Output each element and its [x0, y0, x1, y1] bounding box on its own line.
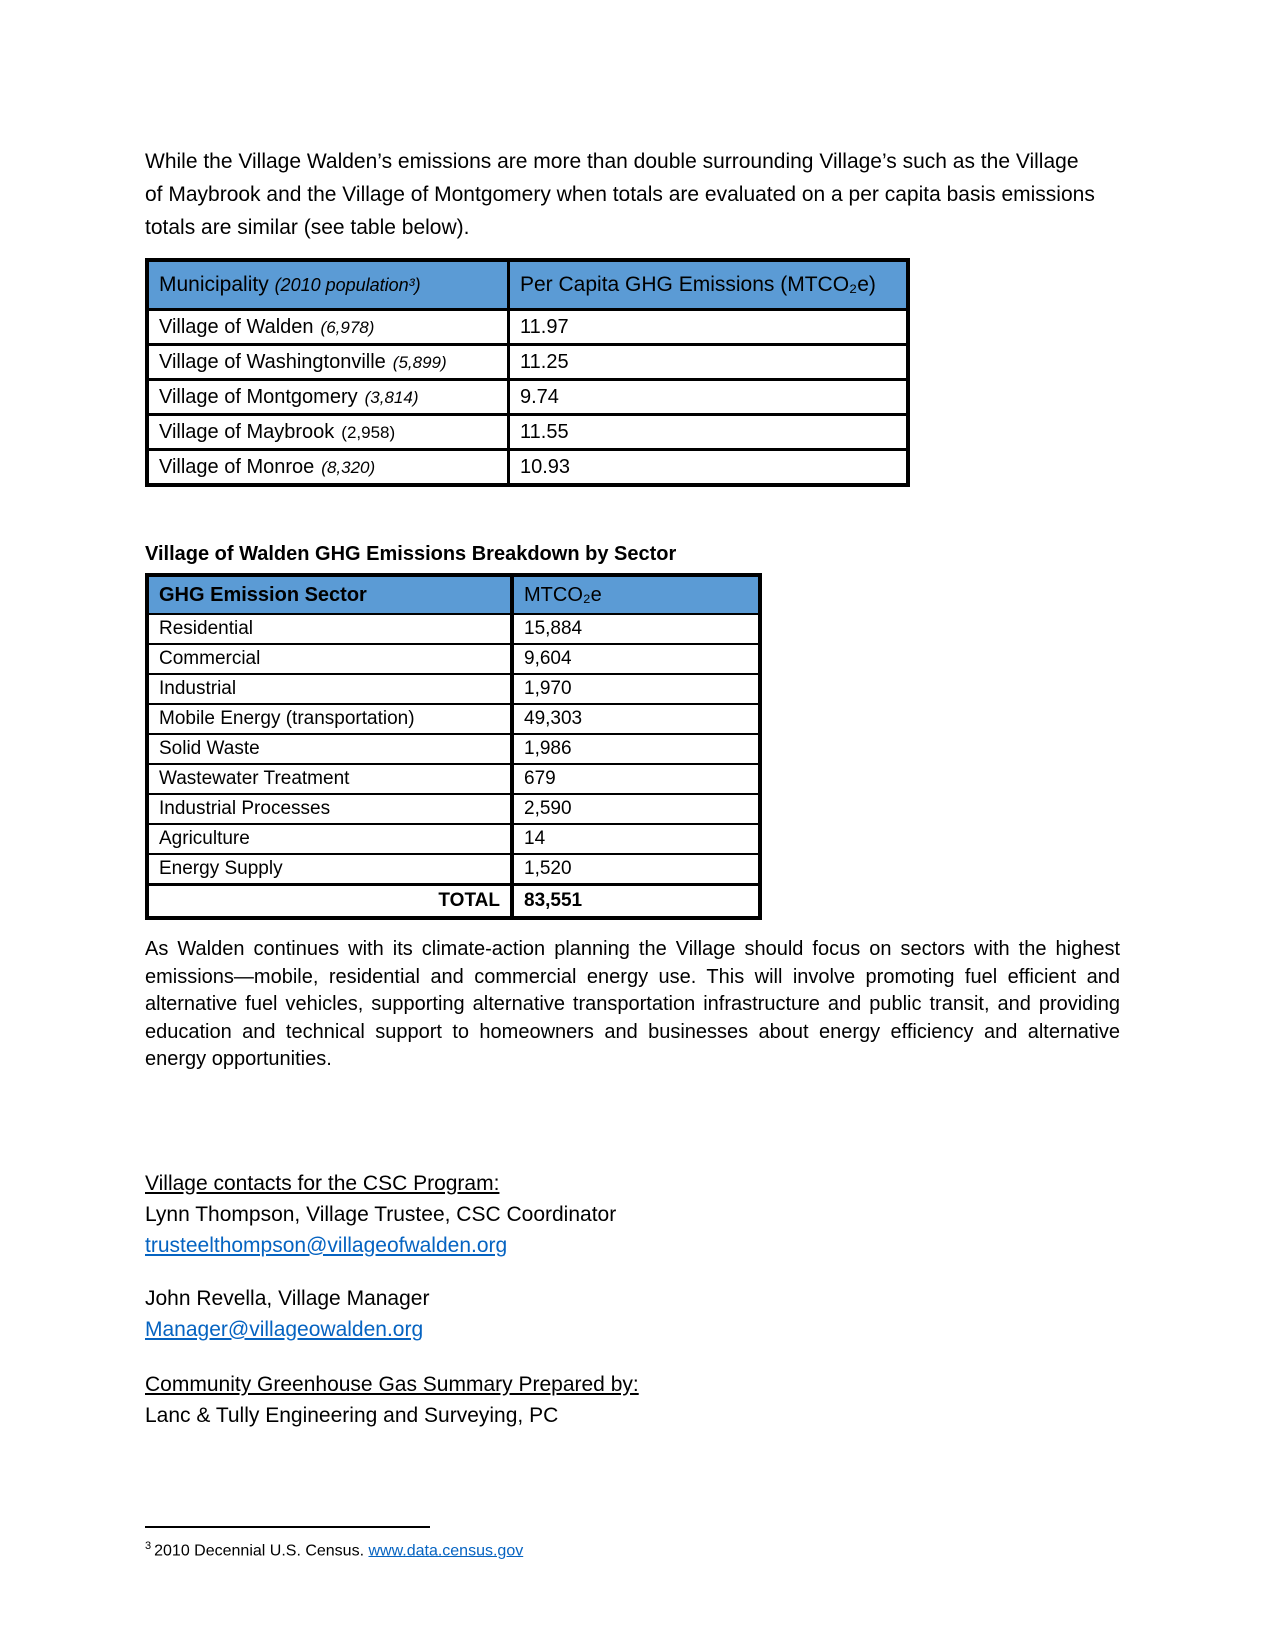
- sector-table-body: [147, 614, 760, 885]
- municipality-header-label: Municipality: [159, 273, 269, 296]
- sector-value-cell: 1,970: [512, 674, 760, 704]
- table-row: [147, 854, 760, 885]
- municipality-header-cell: [147, 260, 509, 310]
- intro-paragraph: While the Village Walden’s emissions are more than double surrounding Village’s such as the Village of Maybrook and the Village of Montgomery when totals are evaluated on a per capita basis emissions totals are similar (see table below).: [145, 150, 1095, 239]
- sector-value-cell: 679: [512, 764, 760, 794]
- sector-cell: Commercial: [147, 644, 512, 674]
- population-header-note: (2010 population³): [274, 275, 421, 295]
- per-capita-table-body: [147, 310, 908, 486]
- sector-cell: Agriculture: [147, 824, 512, 854]
- table-row: [147, 415, 908, 450]
- contact-email-line: [145, 1314, 1125, 1345]
- footnote-marker: 3: [145, 1539, 152, 1552]
- emissions-value-cell: 11.55: [509, 415, 909, 450]
- sector-table-heading: Village of Walden GHG Emissions Breakdown by Sector: [145, 543, 677, 565]
- footnote: [145, 1536, 1125, 1561]
- table-row: [147, 824, 760, 854]
- population-value: (5,899): [392, 352, 447, 372]
- municipality-name: Village of Maybrook: [159, 420, 335, 443]
- municipality-name: Village of Montgomery: [159, 385, 358, 408]
- footnote-section: [145, 1526, 1125, 1561]
- footnote-text: 2010 Decennial U.S. Census.: [154, 1541, 369, 1559]
- footnote-separator: [145, 1526, 430, 1528]
- municipality-cell: [147, 310, 509, 345]
- prepared-by-heading: Community Greenhouse Gas Summary Prepared by:: [145, 1372, 639, 1396]
- sector-value-cell: 2,590: [512, 794, 760, 824]
- emissions-value-cell: 10.93: [509, 450, 909, 486]
- table-row: [147, 310, 908, 345]
- sector-cell: Wastewater Treatment: [147, 764, 512, 794]
- table-row: [147, 614, 760, 644]
- municipality-cell: [147, 380, 509, 415]
- municipality-name: Village of Monroe: [159, 455, 315, 478]
- sector-header-cell: GHG Emission Sector: [147, 575, 512, 614]
- total-row: [147, 885, 760, 919]
- sector-value-cell: 15,884: [512, 614, 760, 644]
- table-row: [147, 794, 760, 824]
- total-value-cell: 83,551: [512, 885, 760, 919]
- sector-value-cell: 1,986: [512, 734, 760, 764]
- municipality-cell: [147, 415, 509, 450]
- per-capita-emissions-table: [145, 258, 910, 487]
- table-row: [147, 704, 760, 734]
- analysis-paragraph: As Walden continues with its climate-action planning the Village should focus on sectors with the highest emissions—mobile, residential and commercial energy use. This will involve promoting fuel efficient and alternative fuel vehicles, supporting alternative transportation infrastructure and public transit, and providing education and technical support to homeowners and businesses about energy efficiency and alternative energy opportunities.: [145, 938, 1120, 1070]
- population-value: (6,978): [320, 317, 375, 337]
- table-header-row: [147, 575, 760, 614]
- sector-cell: Energy Supply: [147, 854, 512, 885]
- prepared-by-name: Lanc & Tully Engineering and Surveying, PC: [145, 1403, 559, 1427]
- contact-name-title: Lynn Thompson, Village Trustee, CSC Coordinator: [145, 1202, 617, 1226]
- table-header-row: [147, 260, 908, 310]
- total-label-cell: TOTAL: [147, 885, 512, 919]
- email-link[interactable]: Manager@villageowalden.org: [145, 1317, 424, 1341]
- sector-cell: Industrial: [147, 674, 512, 704]
- sector-cell: Mobile Energy (transportation): [147, 704, 512, 734]
- table-row: [147, 764, 760, 794]
- sector-value-cell: 1,520: [512, 854, 760, 885]
- sector-cell: Solid Waste: [147, 734, 512, 764]
- contacts-section: [145, 1168, 1125, 1431]
- emissions-value-cell: 11.25: [509, 345, 909, 380]
- sector-emissions-table: [145, 573, 762, 920]
- emissions-value-cell: 11.97: [509, 310, 909, 345]
- municipality-name: Village of Washingtonville: [159, 350, 386, 373]
- contact-name-title: John Revella, Village Manager: [145, 1286, 430, 1310]
- emissions-value-cell: 9.74: [509, 380, 909, 415]
- population-value: (8,320): [321, 457, 376, 477]
- municipality-cell: [147, 345, 509, 380]
- sector-cell: Industrial Processes: [147, 794, 512, 824]
- sector-value-cell: 9,604: [512, 644, 760, 674]
- table-row: [147, 380, 908, 415]
- table-row: [147, 644, 760, 674]
- sector-value-cell: 14: [512, 824, 760, 854]
- municipality-name: Village of Walden: [159, 315, 314, 338]
- table-row: [147, 450, 908, 486]
- email-link[interactable]: trusteelthompson@villageofwalden.org: [145, 1233, 508, 1257]
- sector-value-cell: 49,303: [512, 704, 760, 734]
- population-value: (3,814): [364, 387, 419, 407]
- contact-email-line: [145, 1230, 1125, 1261]
- table-row: [147, 734, 760, 764]
- contacts-heading: Village contacts for the CSC Program:: [145, 1171, 500, 1195]
- footnote-link[interactable]: www.data.census.gov: [368, 1541, 524, 1559]
- table-row: [147, 345, 908, 380]
- population-value: (2,958): [341, 422, 396, 442]
- sector-cell: Residential: [147, 614, 512, 644]
- table-row: [147, 674, 760, 704]
- per-capita-header-cell: Per Capita GHG Emissions (MTCO₂e): [509, 260, 909, 310]
- unit-header-cell: MTCO₂e: [512, 575, 760, 614]
- municipality-cell: [147, 450, 509, 486]
